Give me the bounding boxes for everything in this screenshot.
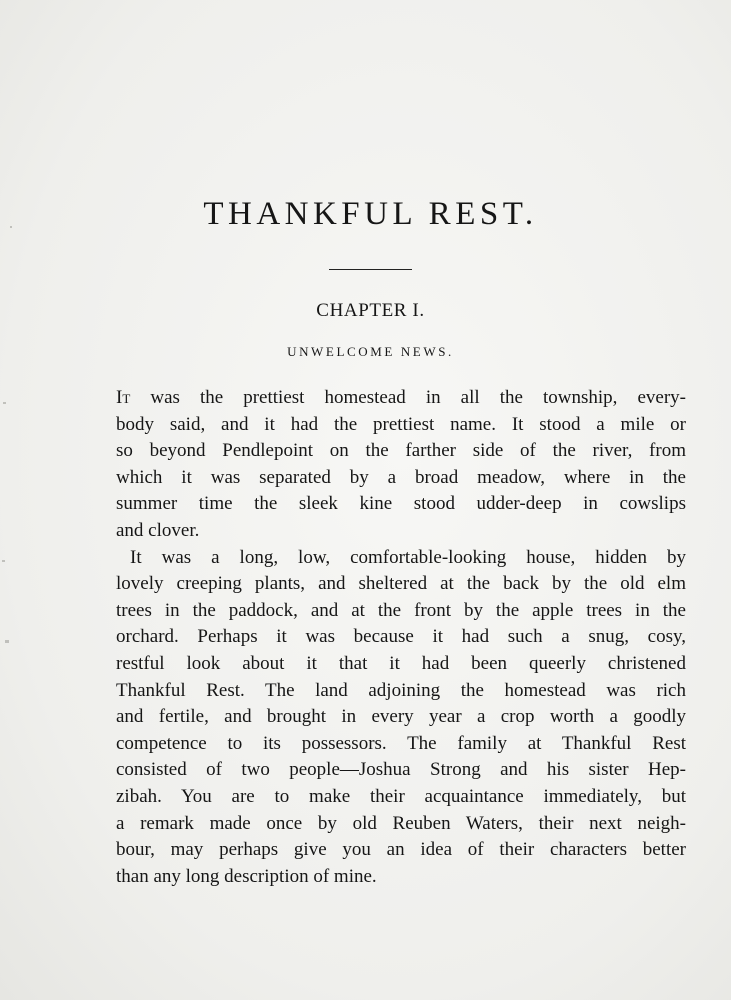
paragraph-1-line-4: which it was separated by a broad meadow, where in the bbox=[116, 466, 686, 488]
paragraph-2-line-12: bour, may perhaps give you an idea of their characters better bbox=[116, 839, 686, 861]
page-edge-speck bbox=[5, 640, 9, 643]
chapter-heading: CHAPTER I. bbox=[316, 300, 425, 321]
paragraph-2-line-1: It was a long, low, comfortable-looking house, hidden by bbox=[130, 546, 686, 568]
paragraph-2-line-8: competence to its possessors. The family at Thankful Rest bbox=[116, 732, 686, 754]
paragraph-1-line-3: so beyond Pendlepoint on the farther side of the river, from bbox=[116, 440, 686, 462]
paragraph-1-line-5: summer time the sleek kine stood udder-deep in cowslips bbox=[116, 493, 686, 515]
paragraph-1-line-1-text: was the prettiest homestead in all the township, every- bbox=[130, 387, 686, 408]
paragraph-2-line-10: zibah. You are to make their acquaintance immediately, but bbox=[116, 785, 686, 807]
chapter-subtitle: UNWELCOME NEWS. bbox=[287, 344, 454, 359]
paragraph-2-line-4: orchard. Perhaps it was because it had such a snug, cosy, bbox=[116, 626, 686, 648]
paragraph-2-line-5: restful look about it that it had been queerly christened bbox=[116, 652, 686, 674]
paragraph-2-line-7: and fertile, and brought in every year a crop worth a goodly bbox=[116, 706, 686, 728]
book-title: THANKFUL REST. bbox=[203, 196, 538, 232]
title-divider-rule bbox=[329, 269, 412, 270]
paragraph-2-line-13: than any long description of mine. bbox=[116, 865, 377, 887]
page-edge-speck bbox=[3, 402, 6, 404]
paragraph-2-line-9: consisted of two people—Joshua Strong and his sister Hep- bbox=[116, 759, 686, 781]
paragraph-2-line-6: Thankful Rest. The land adjoining the homestead was rich bbox=[116, 679, 686, 701]
paragraph-1-line-6: and clover. bbox=[116, 519, 200, 541]
body-text bbox=[116, 385, 686, 890]
paragraph-2-line-3: trees in the paddock, and at the front by the apple trees in the bbox=[116, 599, 686, 621]
opening-word: It bbox=[116, 387, 131, 408]
paragraph-1-line-1 bbox=[116, 385, 686, 412]
paragraph-2-line-2: lovely creeping plants, and sheltered at the back by the old elm bbox=[116, 573, 686, 595]
paragraph-2-line-11: a remark made once by old Reuben Waters, their next neigh- bbox=[116, 812, 686, 834]
page-edge-speck bbox=[2, 560, 5, 562]
paragraph-1-line-2: body said, and it had the prettiest name. It stood a mile or bbox=[116, 413, 686, 435]
